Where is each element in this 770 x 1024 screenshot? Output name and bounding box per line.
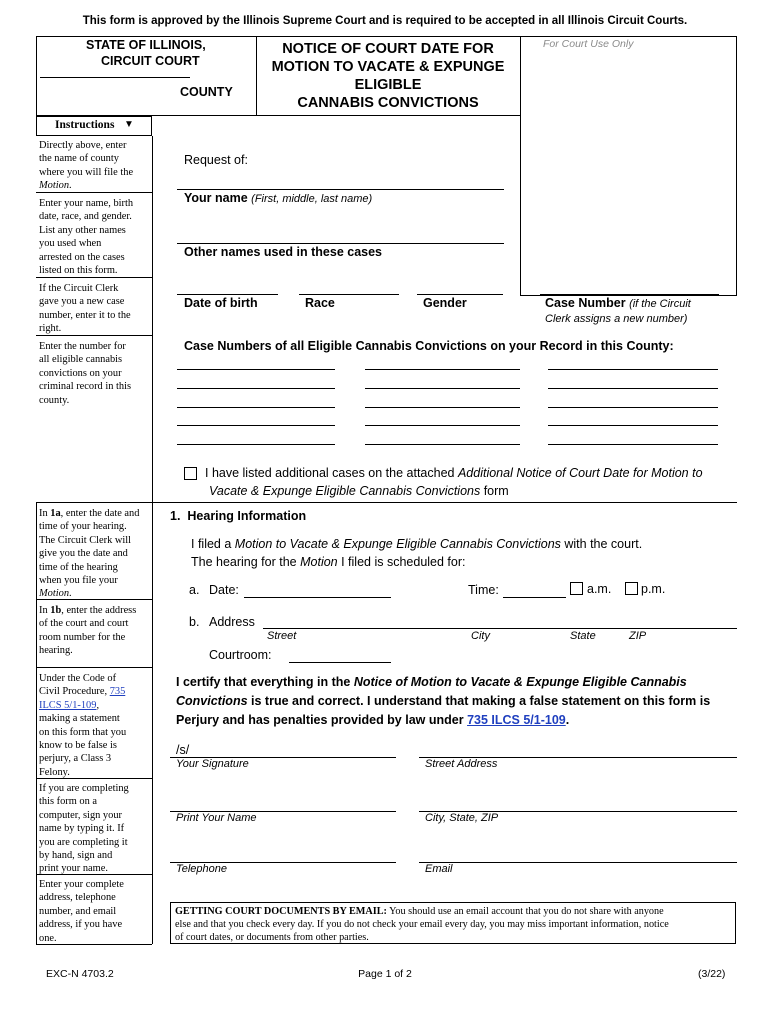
case-number-input[interactable] — [548, 369, 718, 370]
cert-pre: I certify that everything in the — [176, 675, 354, 689]
note-line: time of the hearing — [39, 561, 118, 573]
city-state-zip-caption: City, State, ZIP — [425, 812, 499, 824]
case-number-input[interactable] — [548, 407, 718, 408]
note-line: the name of county — [39, 153, 119, 165]
section-title: Hearing Information — [187, 509, 307, 523]
your-name-hint: (First, middle, last name) — [251, 193, 373, 205]
state-label: STATE OF ILLINOIS, — [86, 38, 206, 52]
case-number-input[interactable] — [177, 388, 335, 389]
note-divider — [36, 192, 152, 193]
city-caption: City — [471, 630, 490, 642]
note-divider — [36, 277, 152, 278]
note-divider — [36, 874, 152, 875]
note-line: address, telephone — [39, 892, 116, 904]
note-line: gave you a new case — [39, 296, 125, 308]
note-contact — [36, 876, 152, 947]
note-line: If you are completing — [39, 783, 129, 794]
filed-italic: Motion to Vacate & Expunge Eligible Cannabis Convictions — [234, 537, 561, 551]
county-label: COUNTY — [180, 85, 233, 99]
note-sign — [36, 780, 152, 878]
cert-italic-2: Convictions — [176, 694, 248, 708]
scheduled-italic: Motion — [300, 555, 338, 569]
instructions-column-border — [152, 136, 153, 944]
note-perjury — [36, 670, 152, 781]
case-number-input[interactable] — [365, 407, 520, 408]
title-line-4: CANNABIS CONVICTIONS — [297, 95, 479, 111]
additional-cases-italic-2: Vacate & Expunge Eligible Cannabis Convictions — [209, 484, 481, 498]
note-line: all eligible cannabis — [39, 354, 123, 366]
note-text: , — [96, 699, 100, 711]
case-number-input[interactable] — [177, 444, 335, 445]
additional-cases-text-2 — [209, 484, 509, 498]
your-signature-caption: Your Signature — [176, 758, 249, 770]
revision-date: (3/22) — [698, 968, 726, 980]
note-line: The Circuit Clerk will — [39, 534, 132, 546]
email-input[interactable] — [419, 862, 737, 863]
note-motion-italic: Motion — [39, 180, 70, 192]
your-name-label: Your name — [184, 191, 248, 205]
note-line-end: . — [69, 588, 72, 600]
note-text: In — [39, 605, 51, 616]
note-line: hearing. — [39, 645, 73, 657]
street-caption: Street — [267, 630, 297, 642]
county-name-input[interactable] — [40, 77, 190, 78]
note-divider — [36, 778, 152, 779]
street-address-caption: Street Address — [425, 758, 498, 770]
title-line-1: NOTICE OF COURT DATE FOR — [282, 41, 494, 57]
case-number-input[interactable] — [177, 425, 335, 426]
gender-label: Gender — [423, 296, 467, 310]
instructions-toggle-label: Instructions — [55, 119, 115, 131]
note-line: Enter your name, birth — [39, 198, 134, 209]
case-number-input[interactable] — [365, 369, 520, 370]
case-number-label: Case Number — [545, 296, 626, 310]
email-notice-text-2: else and that you check every day. If you do not check your email every day, you may miss important information, notice — [175, 919, 669, 930]
title-line-3: ELIGIBLE — [354, 77, 422, 93]
date-label: Date: — [209, 583, 239, 597]
time-label: Time: — [468, 583, 499, 597]
note-text: , enter the address — [61, 605, 137, 616]
court-use-right-border — [736, 36, 737, 296]
note-line: print your name. — [39, 863, 108, 875]
case-number-caption — [545, 296, 691, 310]
cert-italic: Notice of Motion to Vacate & Expunge Eligible Cannabis — [353, 675, 687, 689]
other-names-input[interactable] — [177, 243, 504, 244]
note-divider — [36, 667, 152, 668]
instructions-toggle[interactable] — [36, 116, 152, 136]
your-name-caption — [184, 191, 372, 205]
case-number-input[interactable] — [365, 388, 520, 389]
main-right-border — [520, 115, 521, 296]
note-line: listed on this form. — [39, 265, 118, 277]
state-caption: State — [570, 630, 596, 642]
hearing-section-title — [170, 509, 306, 523]
hearing-time-input[interactable] — [503, 597, 566, 598]
note-line: county. — [39, 394, 70, 406]
email-caption: Email — [425, 863, 453, 875]
scheduled-pre: The hearing for the — [191, 555, 301, 569]
pm-checkbox[interactable] — [625, 582, 638, 595]
note-line: making a statement — [39, 713, 120, 725]
statute-link[interactable]: 735 — [109, 686, 126, 698]
case-number-hint-2: Clerk assigns a new number) — [545, 313, 688, 325]
statute-link[interactable]: ILCS 5/1-109 — [39, 699, 97, 711]
note-bold: 1b — [50, 605, 62, 616]
cert-end: . — [565, 713, 570, 727]
item-b-label: b. — [189, 615, 200, 629]
courtroom-label: Courtroom: — [209, 648, 272, 662]
note-line: right. — [39, 323, 62, 335]
case-number-input[interactable] — [365, 425, 520, 426]
am-label: a.m. — [587, 582, 612, 596]
note-line: know to be false is — [39, 740, 117, 752]
note-1a — [36, 505, 152, 603]
form-code: EXC-N 4703.2 — [46, 968, 114, 980]
form-title — [256, 40, 520, 112]
certification-text — [176, 673, 710, 730]
note-line: Directly above, enter — [39, 140, 127, 151]
case-number-input[interactable] — [177, 407, 335, 408]
note-line: of the court and court — [39, 618, 129, 630]
section-divider — [152, 502, 737, 503]
case-number-input[interactable] — [540, 294, 719, 295]
note-divider — [36, 944, 152, 945]
note-divider — [36, 599, 152, 600]
filed-pre: I filed a — [191, 537, 235, 551]
header-left-border — [36, 36, 37, 116]
cert-pre-3: Perjury and has penalties provided by law under — [176, 713, 468, 727]
request-of-label: Request of: — [184, 153, 248, 167]
note-name — [36, 195, 152, 279]
email-notice-text-3: of court dates, or documents from other parties. — [175, 932, 369, 943]
note-line: Enter your complete — [39, 879, 124, 890]
note-line: number, enter it to the — [39, 309, 131, 321]
title-line-2: MOTION TO VACATE & EXPUNGE — [271, 59, 505, 75]
am-checkbox[interactable] — [570, 582, 583, 595]
dob-label: Date of birth — [184, 296, 258, 310]
courtroom-input[interactable] — [289, 662, 391, 663]
court-use-only-label: For Court Use Only — [543, 38, 634, 50]
note-line: when you file your — [39, 575, 118, 587]
case-number-input[interactable] — [548, 425, 718, 426]
caret-down-icon: ▼ — [124, 119, 134, 130]
race-input[interactable] — [299, 294, 399, 295]
dob-input[interactable] — [177, 294, 278, 295]
email-notice-heading: GETTING COURT DOCUMENTS BY EMAIL: — [175, 906, 387, 917]
section-number: 1. — [170, 509, 181, 523]
note-bold: 1a — [50, 508, 61, 519]
filed-post: with the court. — [560, 537, 643, 551]
race-label: Race — [305, 296, 335, 310]
note-text: In — [39, 508, 51, 519]
additional-cases-italic: Additional Notice of Court Date for Motion to — [457, 466, 703, 480]
hearing-date-input[interactable] — [244, 597, 391, 598]
note-line: this form on a — [39, 796, 98, 808]
note-line: date, race, and gender. — [39, 211, 132, 223]
note-line: on this form that you — [39, 726, 127, 738]
note-line: Under the Code of — [39, 673, 117, 684]
note-line: perjury, a Class 3 — [39, 753, 112, 765]
note-line: by hand, sign and — [39, 850, 113, 862]
note-line: you are completing it — [39, 836, 128, 848]
note-line: Felony. — [39, 766, 70, 778]
note-motion-italic: Motion — [39, 588, 70, 600]
note-cases — [36, 338, 152, 409]
note-line: where you will file the — [39, 166, 134, 178]
scheduled-post: I filed is scheduled for: — [337, 555, 466, 569]
note-line: If the Circuit Clerk — [39, 283, 119, 294]
note-line: name by typing it. If — [39, 823, 125, 835]
note-line: one. — [39, 932, 57, 944]
note-text: , enter the date and — [60, 508, 140, 519]
note-divider — [36, 502, 152, 503]
header-top-border — [36, 36, 736, 37]
note-line: arrested on the cases — [39, 251, 125, 263]
note-line: number, and email — [39, 905, 117, 917]
note-line: List any other names — [39, 224, 126, 236]
gender-input[interactable] — [417, 294, 503, 295]
hearing-scheduled-line — [191, 555, 466, 569]
note-line: room number for the — [39, 631, 126, 643]
note-line: you used when — [39, 238, 102, 250]
court-address-input[interactable] — [263, 628, 737, 629]
approval-notice: This form is approved by the Illinois Supreme Court and is required to be accepted in all Illinois Circuit Courts. — [82, 15, 688, 27]
note-line: address, if you have — [39, 919, 123, 931]
page-number: Page 1 of 2 — [358, 968, 412, 980]
case-number-input[interactable] — [548, 444, 718, 445]
circuit-court-label: CIRCUIT COURT — [101, 54, 200, 68]
case-number-input[interactable] — [365, 444, 520, 445]
hearing-filed-line — [191, 537, 642, 551]
note-line: time of your hearing. — [39, 521, 127, 533]
note-text: Civil Procedure, — [39, 686, 110, 698]
additional-cases-pre: I have listed additional cases on the attached — [205, 466, 458, 480]
note-line: give you the date and — [39, 548, 128, 560]
item-a-label: a. — [189, 583, 200, 597]
cert-post: is true and correct. I understand that making a false statement on this form is — [247, 694, 711, 708]
email-notice-box — [170, 902, 736, 944]
note-county — [36, 137, 152, 195]
email-notice-text: You should use an email account that you do not share with anyone — [386, 906, 664, 917]
note-line-end: . — [69, 180, 72, 192]
your-name-input[interactable] — [177, 189, 504, 190]
note-case-number — [36, 280, 152, 338]
note-1b — [36, 602, 152, 660]
address-label: Address — [209, 615, 255, 629]
case-number-input[interactable] — [177, 369, 335, 370]
pm-label: p.m. — [641, 582, 666, 596]
telephone-caption: Telephone — [176, 863, 227, 875]
other-names-label: Other names used in these cases — [184, 245, 383, 259]
signature-value: /s/ — [176, 743, 190, 757]
additional-cases-text — [205, 466, 703, 480]
case-number-hint: (if the Circuit — [629, 298, 691, 310]
zip-caption: ZIP — [629, 630, 647, 642]
additional-cases-checkbox[interactable] — [184, 467, 197, 480]
case-numbers-heading: Case Numbers of all Eligible Cannabis Convictions on your Record in this County: — [184, 339, 674, 353]
case-number-input[interactable] — [548, 388, 718, 389]
additional-cases-post: form — [480, 484, 509, 498]
note-line: Enter the number for — [39, 341, 126, 352]
statute-link[interactable]: 735 ILCS 5/1-109 — [467, 713, 566, 727]
note-line: computer, sign your — [39, 809, 122, 821]
note-divider — [36, 335, 152, 336]
print-name-caption: Print Your Name — [176, 812, 257, 824]
note-line: criminal record in this — [39, 381, 132, 393]
note-line: convictions on your — [39, 367, 122, 379]
